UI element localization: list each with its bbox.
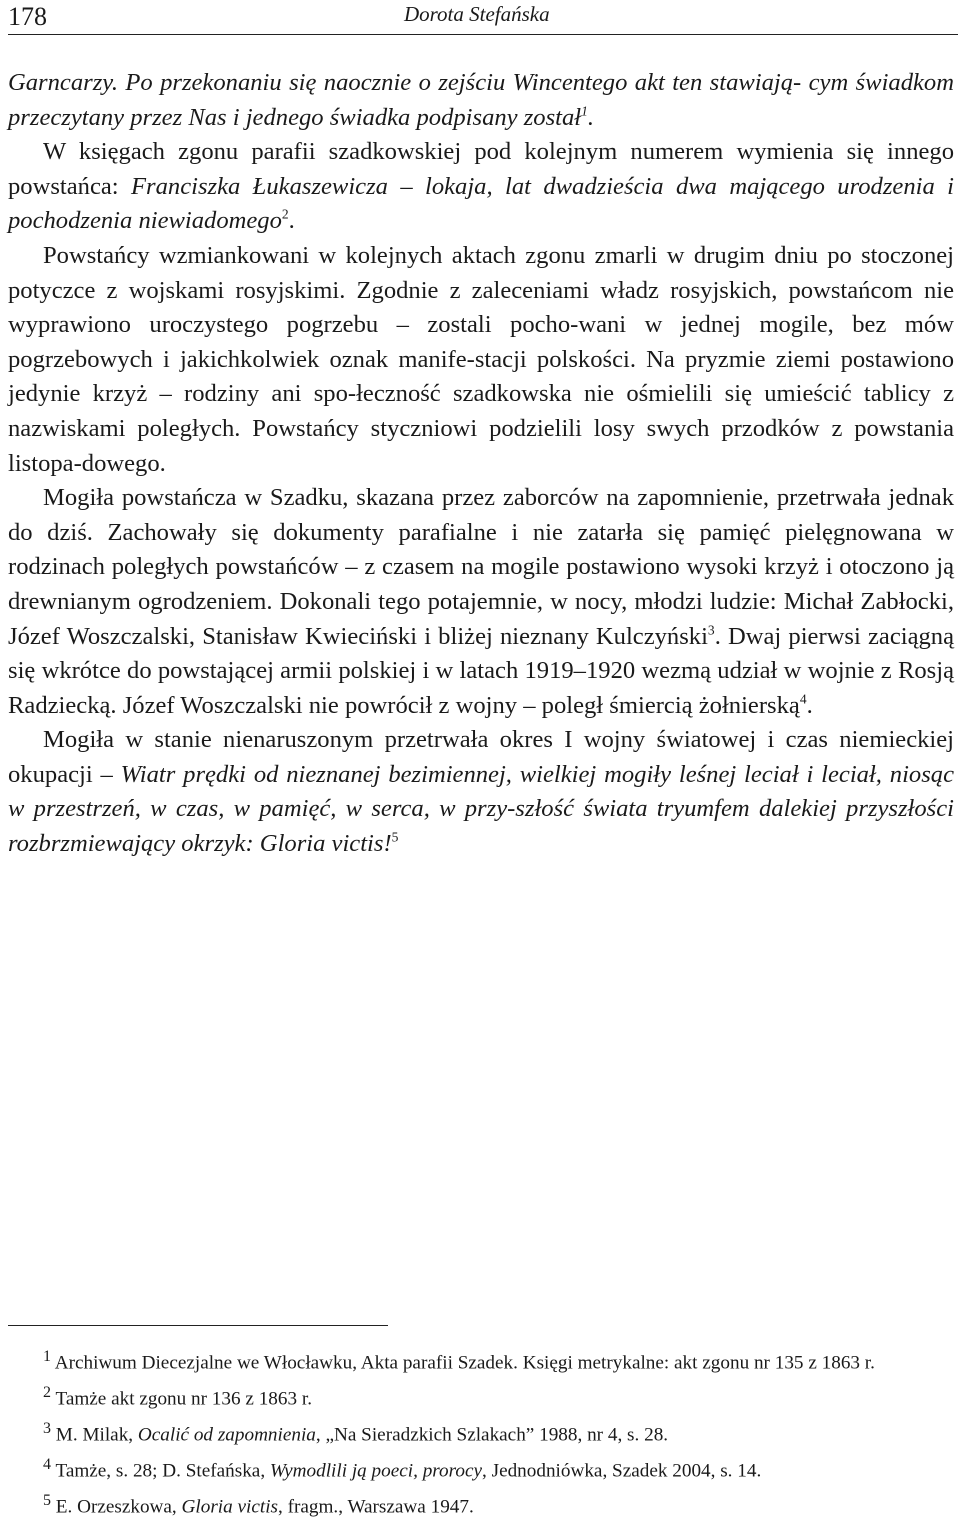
- footnote-separator: [8, 1325, 388, 1326]
- footnote-3: $^3$ M. Milak, Ocalić od zapomnienia, „Na Sieradzkich Szlakach” 1988, nr 4, s. 28.: [43, 1419, 669, 1446]
- quote-text: Garncarzy. Po przekonaniu się naocznie o zejściu Wincentego akt ten stawiają- cym świadkom przeczytany przez Nas i jednego świadka podpisany został$^1$.: [8, 69, 954, 131]
- footnote-ref-4: 4: [799, 691, 807, 707]
- footnote-1: $^1$ Archiwum Diecezjalne we Włocławku, Akta parafii Szadek. Księgi metrykalne: akt zgonu nr 135 z 1863 r.: [43, 1348, 875, 1374]
- footnote-2: $^2$ Tamże akt zgonu nr 136 z 1863 r.: [43, 1383, 313, 1410]
- quote-text: Franciszka Łukaszewicza – lokaja, lat dwadzieścia dwa mającego urodzenia i pochodzenia niewiadomego: [8, 172, 954, 235]
- running-header: [8, 0, 958, 35]
- page-number: 178: [8, 2, 47, 31]
- footnote-ref-2: 2: [281, 206, 289, 222]
- paragraph-quote-end: [8, 66, 954, 135]
- footnote-5: $^5$ E. Orzeszkowa, Gloria victis, fragm., Warszawa 1947.: [43, 1491, 474, 1518]
- footnotes: [8, 1342, 956, 1522]
- running-head-author: Dorota Stefańska: [404, 2, 550, 26]
- paragraph-grave: Mogiła powstańcza w Szadku, skazana przez zaborców na zapomnienie, przetrwała jednak do dziś. Zachowały się dokumenty parafialne i nie zatarła się pamięć pielęgnowana w rodzinach poległych powstańców – z czasem na mogile postawiono wysoki krzyż i otoczono ją drewnianym ogrodzeniem. Dokonali tego potajemnie, w nocy, młodzi ludzie: Michał Zabłocki, Józef Woszczalski, Stanisław Kwieciński i bliżej nieznany Kulczyński$^3$. Dwaj pierwsi zaciągną się wkrótce do powstającej armii polskiej i w latach 1919–1920 wezmą udział w wojnie z Rosją Radziecką. Józef Woszczalski nie powrócił z wojny – poległ śmiercią żołnierską$^4$.: [8, 484, 954, 719]
- footnote-ref-1: 1: [581, 103, 588, 119]
- paragraph-war-period: Mogiła w stanie nienaruszonym przetrwała okres I wojny światowej i czas niemieckiej okupacji – Wiatr prędki od nieznanej bezimiennej, wielkiej mogiły leśnej leciał i leciał, niosąc w przestrzeń, w czas, w pamięć, w serca, w przy-szłość świata tryumfem dalekiej przyszłości rozbrzmiewający okrzyk: Gloria victis!$^5$: [8, 726, 955, 858]
- footnote-ref-5: 5: [391, 829, 399, 845]
- footnote-4: $^4$ Tamże, s. 28; D. Stefańska, Wymodlili ją poeci, prorocy, Jednodniówka, Szadek 2004, s. 14.: [43, 1455, 762, 1482]
- paragraph-second-insurgent: W księgach zgonu parafii szadkowskiej pod kolejnym numerem wymienia się innego powstańca: Franciszka Łukaszewicza – lokaja, lat dwadzieścia dwa mającego urodzenia i pochodzenia niewiadomego$^2$.: [8, 138, 954, 235]
- main-text: [8, 66, 954, 862]
- quote-text: Wiatr prędki od nieznanej bezimiennej, wielkiej mogiły leśnej leciał i leciał, niosąc w przestrzeń, w czas, w pamięć, w serca, w przy-szłość świata tryumfem dalekiej przyszłości rozbrzmiewający okrzyk: Gloria victis!: [8, 760, 955, 858]
- footnote-ref-3: 3: [707, 622, 715, 638]
- paragraph-burial: Powstańcy wzmiankowani w kolejnych aktach zgonu zmarli w drugim dniu po stoczonej potyczce z wojskami rosyjskimi. Zgodnie z zaleceniami władz rosyjskich, powstańcom nie wyprawiono uroczystego pogrzebu – zostali pocho-wani w jednej mogile, bez mów pogrzebowych i jakichkolwiek oznak manife-stacji polskości. Na pryzmie ziemi postawiono jedynie krzyż – rodziny ani spo-łeczność szadkowska nie ośmielili się umieścić tablicy z nazwiskami poległych. Powstańcy styczniowi podzielili losy swych przodków z powstania listopa-dowego.: [8, 241, 954, 477]
